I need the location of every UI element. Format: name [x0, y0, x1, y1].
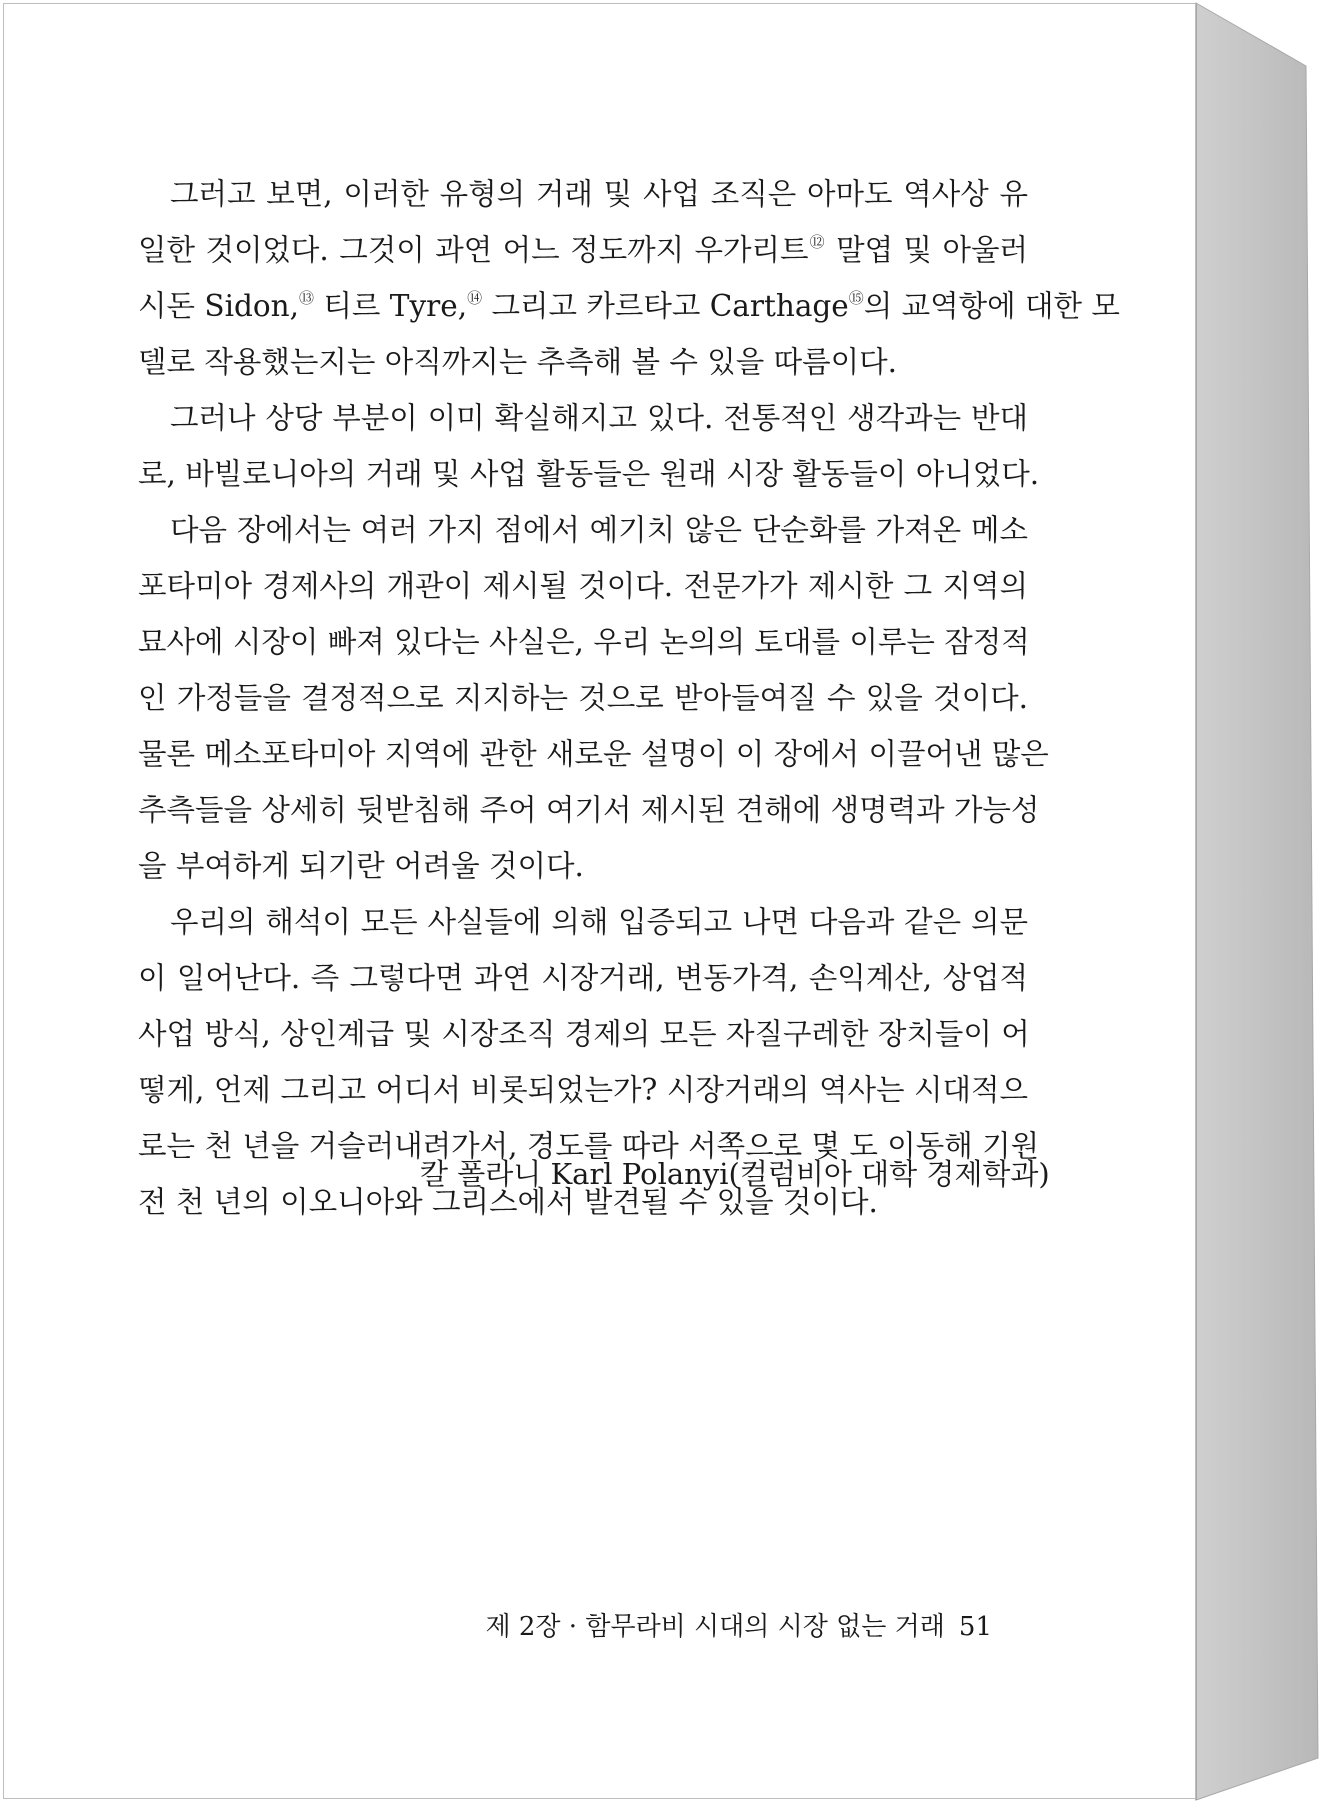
text-line [138, 502, 1028, 558]
footnote-marker: ⑫ [808, 233, 826, 251]
footnote-marker: ⑮ [848, 289, 864, 307]
author-credit: 칼 폴라니 Karl Polanyi(컬럼비아 대학 경제학과) [420, 1157, 1050, 1191]
text-segment: 티르 Tyre, [314, 289, 468, 323]
text-segment: 의 교역항에 대한 모 [863, 289, 1120, 323]
text-line [138, 726, 1049, 782]
text-segment: 을 부여하게 되기란 어려울 것이다. [138, 849, 584, 883]
text-segment: 일한 것이었다. 그것이 과연 어느 정도까지 우가리트 [138, 233, 809, 267]
text-line [138, 1062, 1028, 1118]
footnote-marker: ⑬ [299, 289, 315, 307]
text-segment: 인 가정들을 결정적으로 지지하는 것으로 받아들여질 수 있을 것이다. [138, 681, 1028, 715]
text-segment: 우리의 해석이 모든 사실들에 의해 입증되고 나면 다음과 같은 의문 [170, 905, 1028, 939]
text-segment: 그러고 보면, 이러한 유형의 거래 및 사업 조직은 아마도 역사상 유 [170, 177, 1028, 211]
text-line [138, 838, 1028, 894]
text-segment: 묘사에 시장이 빠져 있다는 사실은, 우리 논의의 토대를 이루는 잠정적 [138, 625, 1030, 659]
page-footer [420, 1606, 992, 1643]
text-segment: 시돈 Sidon, [138, 289, 300, 323]
text-line [138, 782, 1040, 838]
text-segment: 추측들을 상세히 뒷받침해 주어 여기서 제시된 견해에 생명력과 가능성 [138, 793, 1040, 827]
text-segment: 사업 방식, 상인계급 및 시장조직 경제의 모든 자질구레한 장치들이 어 [138, 1017, 1030, 1051]
text-segment: 델로 작용했는지는 아직까지는 추측해 볼 수 있을 따름이다. [138, 345, 897, 379]
text-line [138, 446, 1040, 502]
text-line [138, 166, 1028, 222]
text-line [138, 670, 1028, 726]
text-line [138, 950, 1028, 1006]
text-segment: 그리고 카르타고 Carthage [482, 289, 849, 323]
text-segment: 로는 천 년을 거슬러내려가서, 경도를 따라 서쪽으로 몇 도 이동해 기원 [138, 1129, 1040, 1163]
text-line [138, 278, 1120, 334]
chapter-title: 제 2장 · 함무라비 시대의 시장 없는 거래 [485, 1612, 945, 1642]
text-line [138, 558, 1028, 614]
body-text [138, 166, 1120, 1230]
text-segment: 그러나 상당 부분이 이미 확실해지고 있다. 전통적인 생각과는 반대 [170, 401, 1028, 435]
text-segment: 말엽 및 아울러 [825, 233, 1028, 267]
page-number: 51 [958, 1612, 992, 1642]
text-line [138, 614, 1028, 670]
text-segment: 이 일어난다. 즉 그렇다면 과연 시장거래, 변동가격, 손익계산, 상업적 [138, 961, 1028, 995]
text-segment: 물론 메소포타미아 지역에 관한 새로운 설명이 이 장에서 이끌어낸 많은 [138, 737, 1049, 771]
text-line [138, 334, 1028, 390]
footnote-marker: ⑭ [467, 289, 483, 307]
text-line [138, 1006, 1028, 1062]
text-line [138, 222, 1028, 278]
text-line [138, 390, 1028, 446]
text-segment: 로, 바빌로니아의 거래 및 사업 활동들은 원래 시장 활동들이 아니었다. [138, 457, 1040, 491]
text-segment: 포타미아 경제사의 개관이 제시될 것이다. 전문가가 제시한 그 지역의 [138, 569, 1028, 603]
text-segment: 떻게, 언제 그리고 어디서 비롯되었는가? 시장거래의 역사는 시대적으 [138, 1073, 1028, 1107]
text-line [138, 894, 1028, 950]
text-segment: 다음 장에서는 여러 가지 점에서 예기치 않은 단순화를 가져온 메소 [170, 513, 1028, 547]
text-segment: 전 천 년의 이오니아와 그리스에서 발견될 수 있을 것이다. [138, 1185, 878, 1219]
